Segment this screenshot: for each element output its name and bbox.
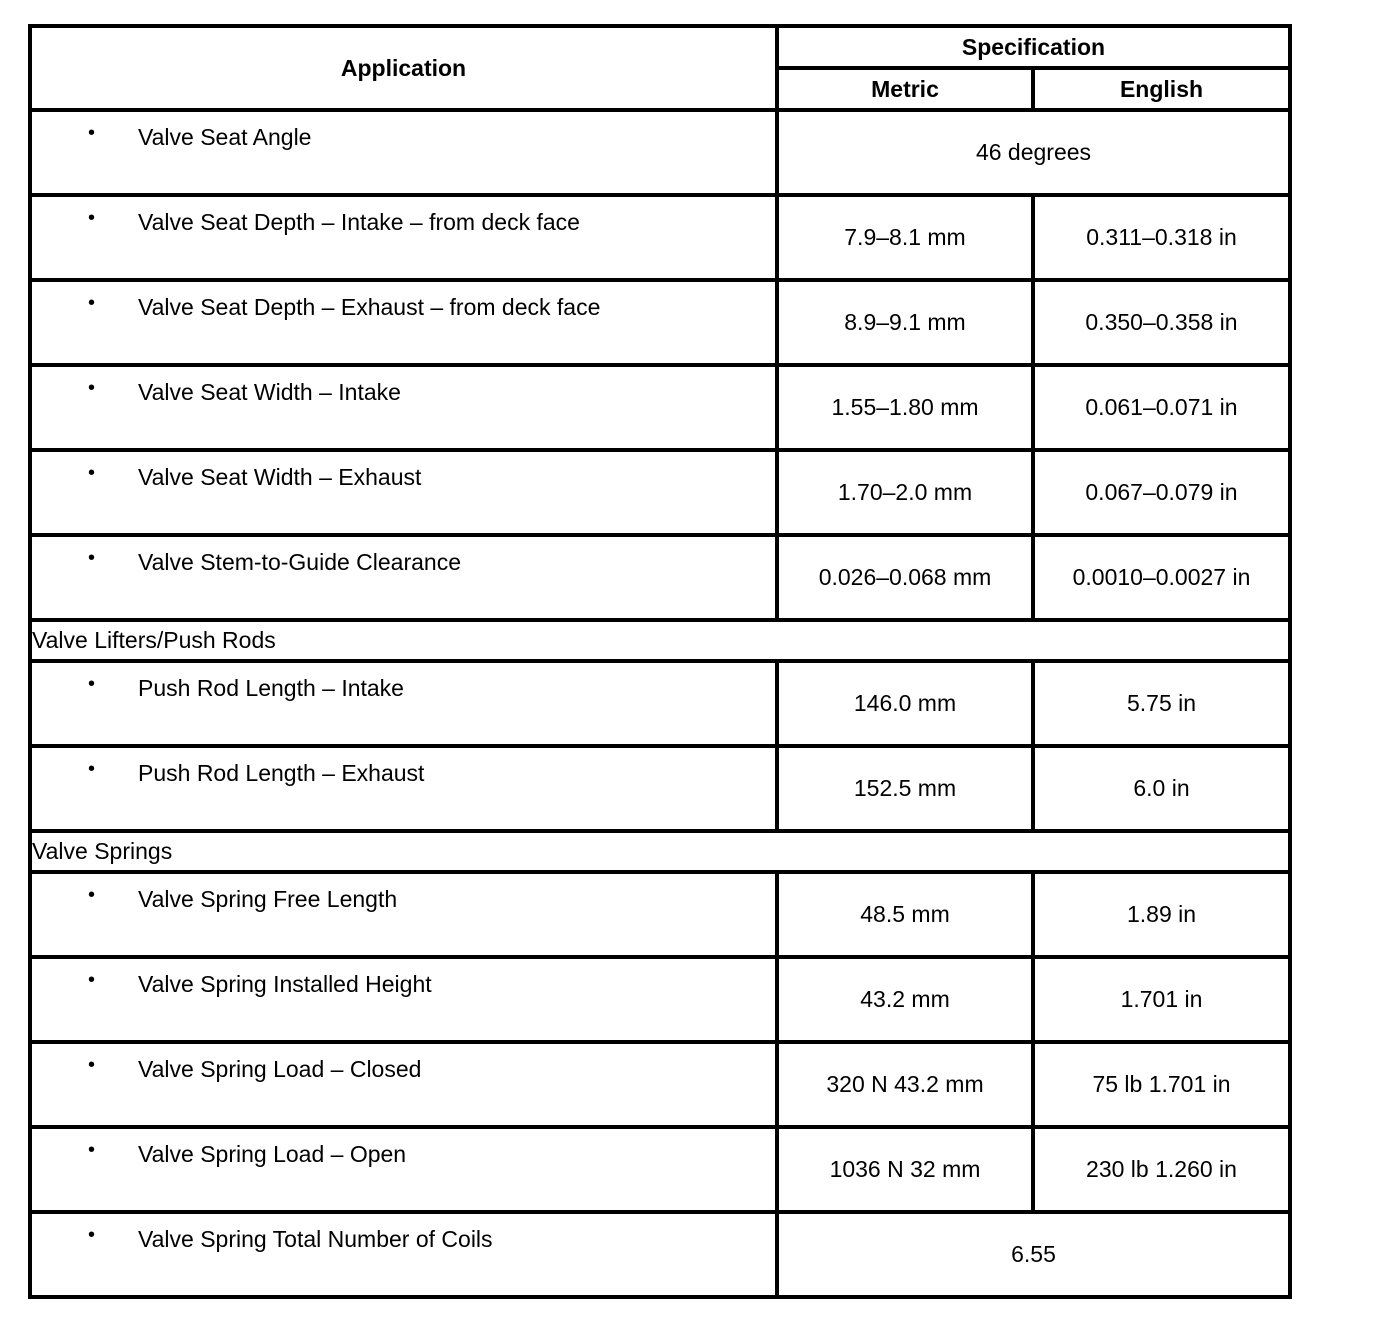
bullet-icon: • xyxy=(88,377,96,399)
application-cell xyxy=(30,1042,777,1127)
english-value-cell: 0.061–0.071 in xyxy=(1033,365,1290,450)
metric-value-cell: 152.5 mm xyxy=(777,746,1033,831)
specification-header: Specification xyxy=(777,26,1290,68)
combined-value-cell: 6.55 xyxy=(777,1212,1290,1297)
metric-value-cell: 0.026–0.068 mm xyxy=(777,535,1033,620)
table-row xyxy=(30,1212,1290,1297)
metric-value-cell: 48.5 mm xyxy=(777,872,1033,957)
application-cell xyxy=(30,110,777,195)
application-label: Push Rod Length – Intake xyxy=(138,675,404,701)
table-row xyxy=(30,661,1290,746)
metric-value-cell: 8.9–9.1 mm xyxy=(777,280,1033,365)
application-label: Valve Spring Installed Height xyxy=(138,971,432,997)
section-title: Valve Lifters/Push Rods xyxy=(30,620,1290,661)
application-label: Valve Seat Width – Exhaust xyxy=(138,464,422,490)
application-label: Valve Seat Width – Intake xyxy=(138,379,401,405)
application-cell xyxy=(30,1127,777,1212)
bullet-icon: • xyxy=(88,1224,96,1246)
table-header xyxy=(30,26,1290,110)
bullet-icon: • xyxy=(88,1139,96,1161)
metric-value-cell: 1.70–2.0 mm xyxy=(777,450,1033,535)
application-label: Valve Seat Depth – Exhaust – from deck face xyxy=(138,294,601,320)
metric-header: Metric xyxy=(777,68,1033,110)
table-row xyxy=(30,1042,1290,1127)
application-cell xyxy=(30,450,777,535)
english-header: English xyxy=(1033,68,1290,110)
english-value-cell: 5.75 in xyxy=(1033,661,1290,746)
bullet-icon: • xyxy=(88,292,96,314)
bullet-icon: • xyxy=(88,462,96,484)
application-header: Application xyxy=(30,26,777,110)
application-label: Valve Seat Angle xyxy=(138,124,312,150)
combined-value-cell: 46 degrees xyxy=(777,110,1290,195)
application-label: Valve Seat Depth – Intake – from deck face xyxy=(138,209,580,235)
application-label: Valve Spring Total Number of Coils xyxy=(138,1226,493,1252)
section-row xyxy=(30,620,1290,661)
metric-value-cell: 1036 N 32 mm xyxy=(777,1127,1033,1212)
section-title: Valve Springs xyxy=(30,831,1290,872)
application-label: Push Rod Length – Exhaust xyxy=(138,760,425,786)
bullet-icon: • xyxy=(88,758,96,780)
metric-value-cell: 43.2 mm xyxy=(777,957,1033,1042)
application-cell xyxy=(30,535,777,620)
section-row xyxy=(30,831,1290,872)
table-row xyxy=(30,110,1290,195)
metric-value-cell: 7.9–8.1 mm xyxy=(777,195,1033,280)
english-value-cell: 75 lb 1.701 in xyxy=(1033,1042,1290,1127)
application-cell xyxy=(30,872,777,957)
table-row xyxy=(30,195,1290,280)
bullet-icon: • xyxy=(88,884,96,906)
english-value-cell: 0.067–0.079 in xyxy=(1033,450,1290,535)
bullet-icon: • xyxy=(88,969,96,991)
application-label: Valve Spring Free Length xyxy=(138,886,398,912)
application-label: Valve Spring Load – Closed xyxy=(138,1056,422,1082)
english-value-cell: 0.0010–0.0027 in xyxy=(1033,535,1290,620)
english-value-cell: 6.0 in xyxy=(1033,746,1290,831)
table-row xyxy=(30,280,1290,365)
table-row xyxy=(30,450,1290,535)
english-value-cell: 1.89 in xyxy=(1033,872,1290,957)
table-row xyxy=(30,957,1290,1042)
application-cell xyxy=(30,1212,777,1297)
table-body xyxy=(30,110,1290,1297)
english-value-cell: 230 lb 1.260 in xyxy=(1033,1127,1290,1212)
bullet-icon: • xyxy=(88,207,96,229)
application-label: Valve Spring Load – Open xyxy=(138,1141,407,1167)
metric-value-cell: 146.0 mm xyxy=(777,661,1033,746)
metric-value-cell: 1.55–1.80 mm xyxy=(777,365,1033,450)
specification-table xyxy=(28,24,1292,1299)
application-cell xyxy=(30,661,777,746)
application-cell xyxy=(30,957,777,1042)
table-row xyxy=(30,1127,1290,1212)
english-value-cell: 0.350–0.358 in xyxy=(1033,280,1290,365)
metric-value-cell: 320 N 43.2 mm xyxy=(777,1042,1033,1127)
application-cell xyxy=(30,365,777,450)
application-cell xyxy=(30,746,777,831)
bullet-icon: • xyxy=(88,122,96,144)
table-row xyxy=(30,365,1290,450)
bullet-icon: • xyxy=(88,673,96,695)
table-row xyxy=(30,535,1290,620)
english-value-cell: 0.311–0.318 in xyxy=(1033,195,1290,280)
table-row xyxy=(30,746,1290,831)
bullet-icon: • xyxy=(88,547,96,569)
application-cell xyxy=(30,195,777,280)
application-label: Valve Stem-to-Guide Clearance xyxy=(138,549,461,575)
bullet-icon: • xyxy=(88,1054,96,1076)
english-value-cell: 1.701 in xyxy=(1033,957,1290,1042)
application-cell xyxy=(30,280,777,365)
table-row xyxy=(30,872,1290,957)
